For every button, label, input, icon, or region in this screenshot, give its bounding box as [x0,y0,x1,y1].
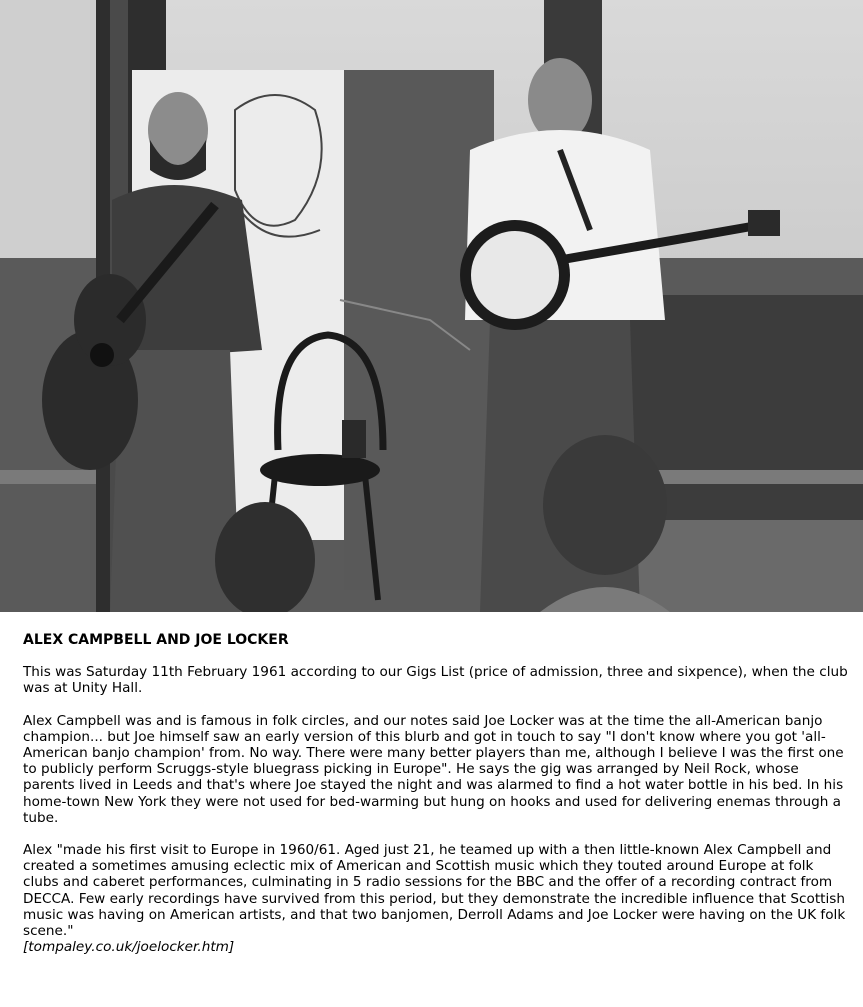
source-reference: [tompaley.co.uk/joelocker.htm] [23,939,235,956]
caption [23,632,849,955]
caption-paragraph-2: Alex Campbell was and is famous in folk circles, and our notes said Joe Locker was at the time the all-American banjo champion... but Joe himself saw an early version of this blurb and got in touch to say "I don't know where you got 'all-American banjo champion' from. No way. There were many better players than me, although I believe I was the first one to publicly perform Scruggs-style bluegrass picking in Europe". He says the gig was arranged by Neil Rock, whose parents lived in Leeds and that's where Joe stayed the night and was alarmed to find a hot water bottle in his bed. In his home-town New York they were not used for bed-warming but hung on hooks and used for delivering enemas through a tube. [23,712,844,826]
caption-title: ALEX CAMPBELL AND JOE LOCKER [23,632,289,648]
caption-paragraph-3: Alex "made his first visit to Europe in 1960/61. Aged just 21, he teamed up with a then little-known Alex Campbell and created a sometimes amusing eclectic mix of American and Scottish music which they touted around Europe at folk clubs and caberet performances, culminating in 5 radio sessions for the BBC and the offer of a recording contract from DECCA. Few early recordings have survived from this period, but they demonstrate the incredible influence that Scottish music was having on American artists, and that two banjomen, Derroll Adams and Joe Locker were having on the UK folk scene." [23,842,846,940]
caption-paragraph-1: This was Saturday 11th February 1961 according to our Gigs List (price of admission, three and sixpence), when the club was at Unity Hall. [23,664,848,697]
